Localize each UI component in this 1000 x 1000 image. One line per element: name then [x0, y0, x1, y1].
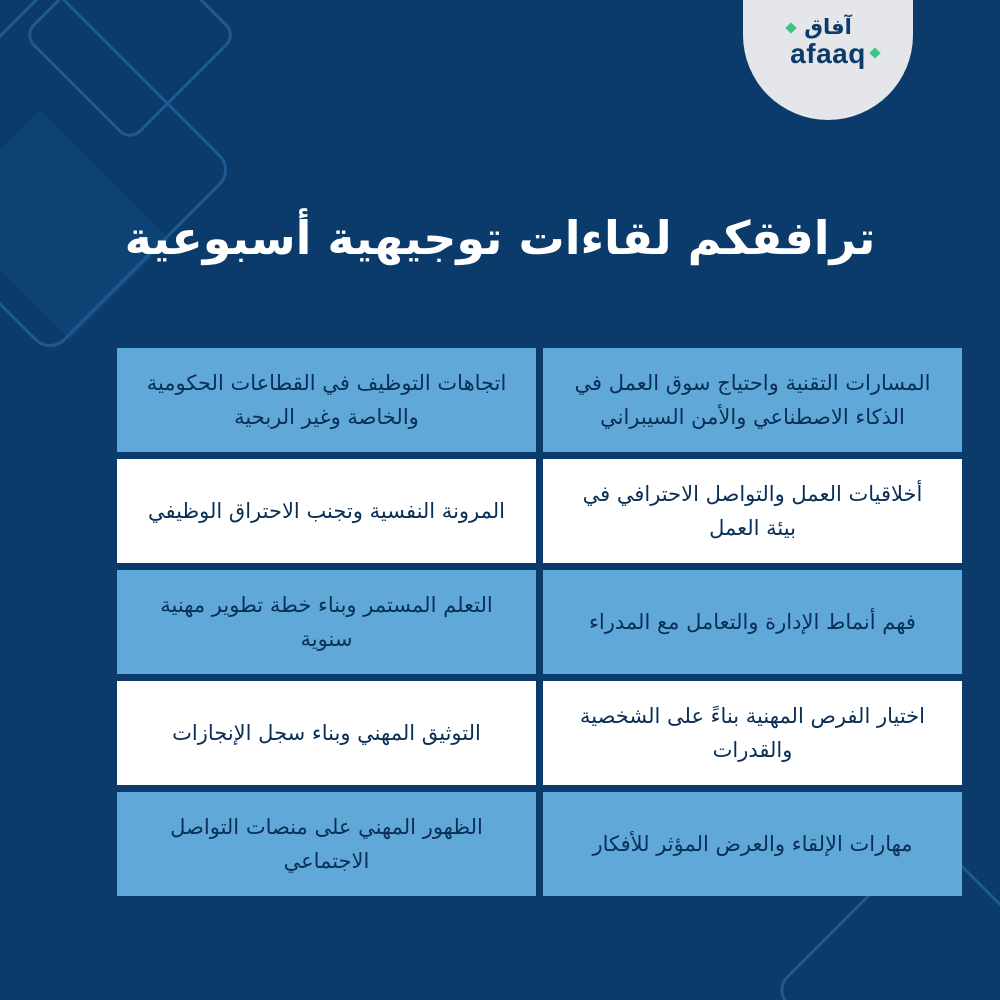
topic-cell	[117, 792, 536, 896]
topic-text: اتجاهات التوظيف في القطاعات الحكومية والخاصة وغير الربحية	[146, 371, 507, 429]
topic-cell	[543, 792, 962, 896]
logo-latin-text: afaaq	[790, 38, 866, 69]
topic-text: التعلم المستمر وبناء خطة تطوير مهنية سنوية	[160, 593, 493, 651]
topic-text: الظهور المهني على منصات التواصل الاجتماعي	[170, 815, 483, 873]
topic-text: فهم أنماط الإدارة والتعامل مع المدراء	[589, 610, 916, 634]
topic-text: أخلاقيات العمل والتواصل الاحترافي في بيئة العمل	[582, 482, 923, 540]
topic-cell	[117, 570, 536, 674]
topic-cell	[117, 681, 536, 785]
topic-cell	[117, 459, 536, 563]
logo-arabic-text: آفاق	[804, 15, 852, 39]
topic-cell	[543, 459, 962, 563]
topic-text: المسارات التقنية واحتياج سوق العمل في الذكاء الاصطناعي والأمن السيبراني	[574, 371, 931, 429]
topic-text: المرونة النفسية وتجنب الاحتراق الوظيفي	[147, 499, 506, 523]
topic-text: التوثيق المهني وبناء سجل الإنجازات	[172, 721, 481, 745]
page-title: ترافقكم لقاءات توجيهية أسبوعية	[124, 210, 876, 265]
topic-cell	[117, 348, 536, 452]
decorative-outline	[24, 0, 236, 141]
topic-text: اختيار الفرص المهنية بناءً على الشخصية والقدرات	[580, 704, 925, 762]
topic-cell	[543, 570, 962, 674]
topic-text: مهارات الإلقاء والعرض المؤثر للأفكار	[592, 832, 913, 856]
topic-cell	[543, 348, 962, 452]
topics-grid	[85, 348, 962, 896]
topic-cell	[543, 681, 962, 785]
